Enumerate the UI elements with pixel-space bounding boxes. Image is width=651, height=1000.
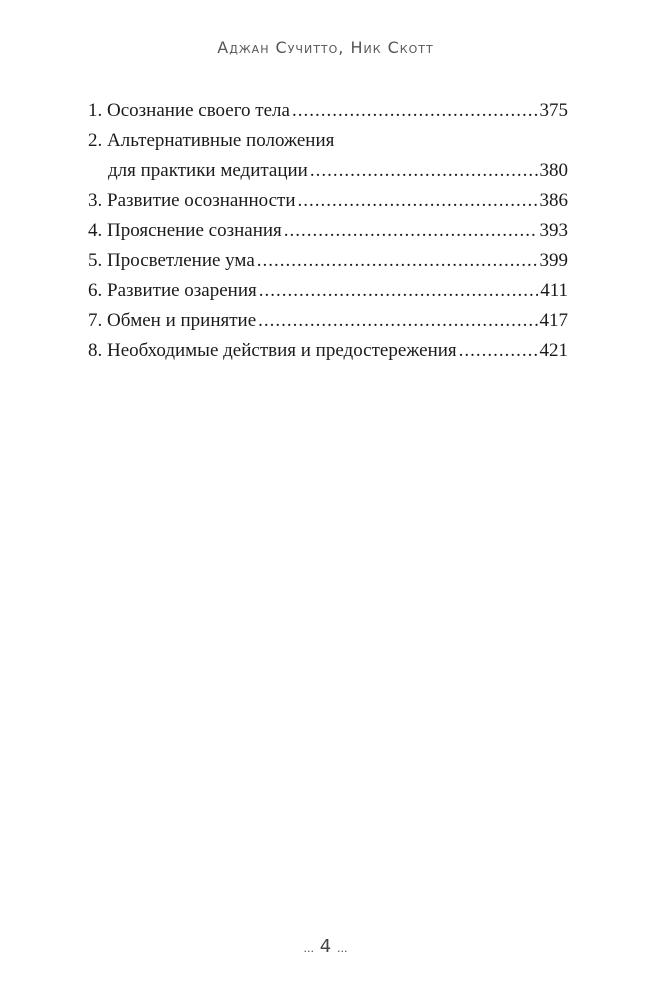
toc-entry-text: Обмен и принятие [107,310,257,331]
table-of-contents [88,96,568,366]
toc-entry-title [88,96,290,126]
toc-entry-text: Развитие озарения [107,280,257,301]
leader-dots [310,156,538,186]
toc-entry-3 [88,186,568,216]
toc-entry-text: Альтернативные положения [107,130,335,151]
toc-entry-text: Осознание своего тела [107,100,290,121]
toc-entry-2-line2 [88,156,568,186]
toc-entry-number: 3. [88,190,103,211]
toc-entry-page: 375 [539,100,568,121]
toc-entry-6 [88,276,568,306]
leader-dots [298,186,538,216]
toc-entry-page: 421 [539,340,568,361]
leader-dots [259,276,538,306]
toc-entry-1 [88,96,568,126]
toc-entry-title [88,336,457,366]
toc-entry-number: 6. [88,280,103,301]
toc-entry-number: 4. [88,220,103,241]
toc-entry-7 [88,306,568,336]
toc-entry-text: Необходимые действия и предостережения [107,340,457,361]
toc-entry-8 [88,336,568,366]
toc-entry-number: 1. [88,100,103,121]
toc-entry-4 [88,216,568,246]
toc-entry-title [88,246,255,276]
toc-entry-text: Развитие осознанности [107,190,296,211]
toc-entry-title-cont: для практики медитации [108,160,308,181]
running-head: Аджан Сучитто, Ник Скотт [217,38,434,57]
page-folio [0,936,651,957]
toc-entry-number: 7. [88,310,103,331]
toc-entry-number: 2. [88,130,103,151]
toc-entry-page: 386 [539,190,568,211]
folio-ornament-left: ... [303,942,315,955]
toc-entry-page: 380 [539,160,568,181]
toc-entry-page: 399 [539,250,568,271]
toc-entry-5 [88,246,568,276]
toc-entry-page: 393 [539,220,568,241]
toc-entry-title [88,126,334,156]
toc-entry-number: 8. [88,340,103,361]
page-number: 4 [319,936,332,957]
toc-entry-text: Просветление ума [107,250,255,271]
toc-entry-title [88,216,282,246]
leader-dots [257,246,538,276]
toc-entry-title [88,186,296,216]
toc-entry-text: Прояснение сознания [107,220,282,241]
folio-ornament-right: ... [336,942,348,955]
leader-dots [459,336,538,366]
toc-entry-title [88,276,257,306]
leader-dots [292,96,538,126]
leader-dots [284,216,538,246]
toc-entry-title [88,306,256,336]
toc-entry-page: 411 [540,280,568,301]
toc-entry-2-line1 [88,126,568,156]
toc-entry-page: 417 [539,310,568,331]
toc-entry-number: 5. [88,250,103,271]
leader-dots [258,306,537,336]
